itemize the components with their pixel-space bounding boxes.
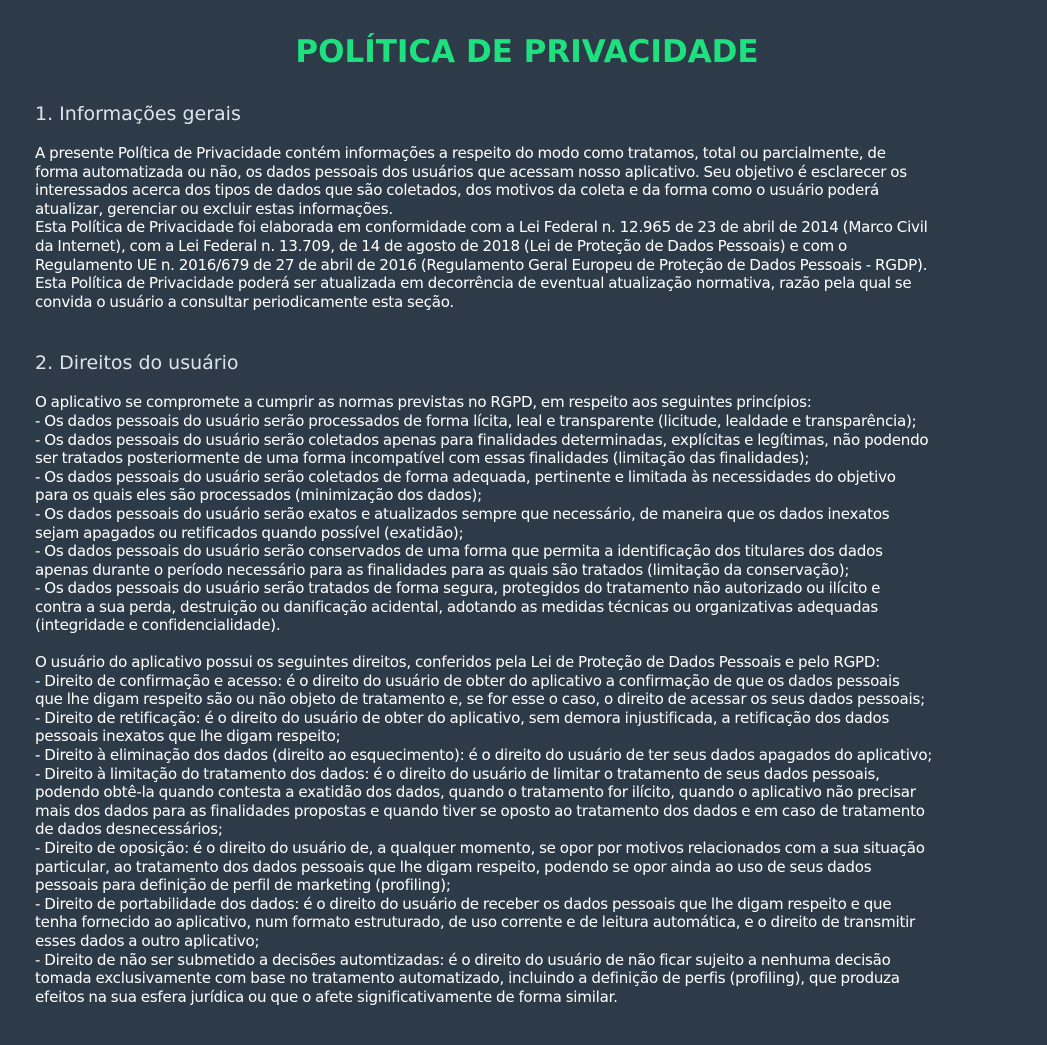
text-line: - Direito de oposição: é o direito do usuário de, a qualquer momento, se opor por motivos relacionados com a sua situação	[35, 839, 925, 857]
text-line: O aplicativo se compromete a cumprir as normas previstas no RGPD, em respeito aos seguintes princípios:	[35, 393, 812, 412]
section-heading-general-info: 1. Informações gerais	[35, 103, 241, 125]
text-line: - Direito de portabilidade dos dados: é o direito do usuário de receber os dados pessoais que lhe digam respeito e que	[35, 894, 892, 913]
text-line: forma automatizada ou não, os dados pessoais dos usuários que acessam nosso aplicativo. Seu objetivo é esclarecer os	[35, 162, 907, 181]
page-title: POLÍTICA DE PRIVACIDADE	[295, 34, 759, 70]
text-line: (integridade e confidencialidade).	[35, 616, 281, 635]
text-line: de dados desnecessários;	[35, 820, 223, 839]
text-line: O usuário do aplicativo possui os seguintes direitos, conferidos pela Lei de Proteção de Dados Pessoais e pelo RGPD:	[35, 653, 881, 672]
text-line: - Direito de confirmação e acesso: é o direito do usuário de obter do aplicativo a confirmação de que os dados pessoais	[35, 671, 900, 690]
text-line: apenas durante o período necessário para as finalidades para as quais são tratados (limitação da conservação);	[35, 560, 850, 579]
text-line: pessoais para definição de perfil de marketing (profiling);	[35, 876, 451, 895]
text-line: - Os dados pessoais do usuário serão coletados de forma adequada, pertinente e limitada às necessidades do objetivo	[35, 467, 896, 486]
text-line: mais dos dados para as finalidades propostas e quando tiver se oposto ao tratamento dos dados e em caso de tratamento	[35, 801, 925, 820]
text-line: - Os dados pessoais do usuário serão processados de forma lícita, leal e transparente (licitude, lealdade e transparência);	[35, 411, 917, 430]
text-line: pessoais inexatos que lhe digam respeito;	[35, 727, 341, 746]
text-line: esses dados a outro aplicativo;	[35, 931, 260, 950]
text-line: para os quais eles são processados (minimização dos dados);	[35, 486, 482, 505]
text-line: contra a sua perda, destruição ou danificação acidental, adotando as medidas técnicas ou organizativas adequadas	[35, 597, 878, 616]
text-line: - Direito à limitação do tratamento dos dados: é o direito do usuário de limitar o tratamento de seus dados pessoais,	[35, 764, 880, 783]
text-line: atualizar, gerenciar ou excluir estas informações.	[35, 199, 393, 218]
text-line: que lhe digam respeito são ou não objeto de tratamento e, se for esse o caso, o direito de acessar os seus dados pessoais;	[35, 690, 925, 709]
text-line: - Direito à eliminação dos dados (direito ao esquecimento): é o direito do usuário de ter seus dados apagados do aplicativo;	[35, 746, 933, 765]
text-line: ser tratados posteriormente de uma forma incompatível com essas finalidades (limitação das finalidades);	[35, 449, 810, 468]
principles-paragraph	[35, 393, 1019, 635]
text-line: - Os dados pessoais do usuário serão coletados apenas para finalidades determinadas, explícitas e legítimas, não podendo	[35, 430, 929, 449]
text-line: convida o usuário a consultar periodicamente esta seção.	[35, 292, 454, 311]
text-line: tenha fornecido ao aplicativo, num formato estruturado, de uso corrente e de leitura automática, e o direito de transmitir	[35, 913, 916, 932]
text-line: - Os dados pessoais do usuário serão exatos e atualizados sempre que necessário, de maneira que os dados inexatos	[35, 504, 890, 523]
text-line: A presente Política de Privacidade contém informações a respeito do modo como tratamos, total ou parcialmente, de	[35, 144, 886, 162]
text-line: - Os dados pessoais do usuário serão conservados de uma forma que permita a identificação dos titulares dos dados	[35, 542, 883, 561]
text-line: - Os dados pessoais do usuário serão tratados de forma segura, protegidos do tratamento não autorizado ou ilícito e	[35, 579, 881, 598]
text-line: interessados acerca dos tipos de dados que são coletados, dos motivos da coleta e da forma como o usuário poderá	[35, 181, 880, 200]
section-heading-user-rights: 2. Direitos do usuário	[35, 352, 239, 375]
general-info-paragraph	[35, 144, 1019, 311]
text-line: da Internet), com a Lei Federal n. 13.709, de 14 de agosto de 2018 (Lei de Proteção de Dados Pessoais) e com o	[35, 236, 848, 255]
text-line: efeitos na sua esfera jurídica ou que o afete significativamente de forma similar.	[35, 987, 618, 1006]
rights-paragraph	[35, 653, 1019, 1006]
text-line: - Direito de retificação: é o direito do usuário de obter do aplicativo, sem demora injustificada, a retificação dos dados	[35, 708, 890, 727]
text-line: - Direito de não ser submetido a decisões automtizadas: é o direito do usuário de não ficar sujeito a nenhuma decisão	[35, 950, 891, 969]
text-line: sejam apagados ou retificados quando possível (exatidão);	[35, 523, 464, 542]
text-line: Esta Política de Privacidade poderá ser atualizada em decorrência de eventual atualização normativa, razão pela qual se	[35, 274, 912, 293]
text-line: particular, ao tratamento dos dados pessoais que lhe digam respeito, podendo se opor ainda ao uso de seus dados	[35, 857, 872, 876]
text-line: Regulamento UE n. 2016/679 de 27 de abril de 2016 (Regulamento Geral Europeu de Proteção de Dados Pessoais - RGDP).	[35, 255, 928, 274]
text-line: tomada exclusivamente com base no tratamento automatizado, incluindo a definição de perfis (profiling), que produza	[35, 969, 900, 988]
text-line: podendo obtê-la quando contesta a exatidão dos dados, quando o tratamento for ilícito, quando o aplicativo não precisar	[35, 783, 916, 802]
text-line: Esta Política de Privacidade foi elaborada em conformidade com a Lei Federal n. 12.965 de 23 de abril de 2014 (Marco Civil	[35, 218, 928, 237]
